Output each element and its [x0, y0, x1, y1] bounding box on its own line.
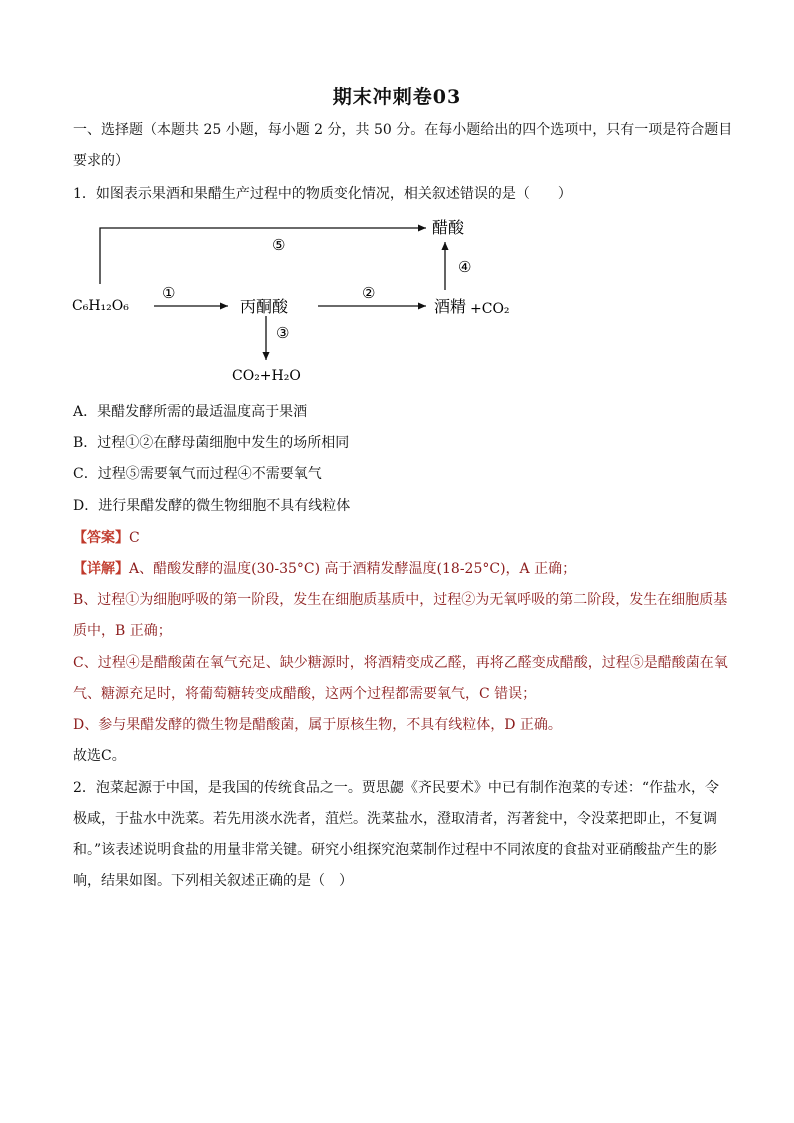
label-glucose: C₆H₁₂O₆	[72, 298, 129, 314]
answer-line	[73, 528, 733, 548]
detail-b-line1: B、过程①为细胞呼吸的第一阶段，发生在细胞质基质中，过程②为无氧呼吸的第二阶段，发生在细胞质基	[73, 592, 728, 608]
answer-label: 【答案】	[73, 530, 129, 546]
question-1-stem: 1．如图表示果酒和果醋生产过程中的物质变化情况，相关叙述错误的是（ ）	[73, 186, 572, 202]
metabolic-pathway-diagram	[70, 212, 530, 390]
detail-d: D、参与果醋发酵的微生物是醋酸菌，属于原核生物，不具有线粒体，D 正确。	[73, 717, 562, 733]
detail-a: A、醋酸发酵的温度(30-35°C) 高于酒精发酵温度(18-25°C)，A 正确；	[129, 561, 577, 577]
detail-label: 【详解】	[73, 561, 129, 577]
question-2-line1: 2．泡菜起源于中国，是我国的传统食品之一。贾思勰《齐民要术》中已有制作泡菜的专述：“作盐水，令	[73, 780, 720, 796]
label-step-1: ①	[162, 284, 176, 302]
label-step-3: ③	[276, 324, 290, 342]
label-step-4: ④	[458, 258, 472, 276]
detail-c-line1: C、过程④是醋酸菌在氧气充足、缺少糖源时，将酒精变成乙醛，再将乙醛变成醋酸，过程⑤是醋酸菌在氧	[73, 655, 728, 671]
detail-line-a	[73, 559, 733, 579]
option-c: C．过程⑤需要氧气而过程④不需要氧气	[73, 466, 322, 482]
label-ethanol: 酒精	[434, 297, 467, 316]
detail-b-line2: 质中，B 正确；	[73, 623, 172, 639]
question-2-line3: 和。”该表述说明食盐的用量非常关键。研究小组探究泡菜制作过程中不同浓度的食盐对亚硝酸盐产生的影	[73, 842, 718, 858]
answer-value: C	[129, 530, 140, 546]
page-title: 期末冲刺卷03	[332, 86, 462, 108]
label-plus-co2: +CO₂	[470, 301, 510, 317]
label-step-5: ⑤	[272, 236, 286, 254]
label-step-2: ②	[362, 284, 376, 302]
arrow-step-5	[100, 228, 426, 284]
question-2-line2: 极咸，于盐水中洗菜。若先用淡水洗者，菹烂。洗菜盐水，澄取清者，泻著瓮中，令没菜把即止，不复调	[73, 811, 717, 827]
question-2-line4: 响，结果如图。下列相关叙述正确的是（ ）	[73, 873, 353, 889]
detail-c-line2: 气、糖源充足时，将葡萄糖转变成醋酸，这两个过程都需要氧气，C 错误；	[73, 686, 537, 702]
label-co2-h2o: CO₂+H₂O	[232, 368, 301, 384]
option-d: D．进行果醋发酵的微生物细胞不具有线粒体	[73, 498, 351, 514]
section-instructions-cont: 要求的）	[73, 153, 129, 169]
option-b: B．过程①②在酵母菌细胞中发生的场所相同	[73, 435, 350, 451]
label-pyruvate: 丙酮酸	[240, 297, 289, 316]
label-acetic-acid: 醋酸	[432, 218, 465, 237]
option-a: A．果醋发酵所需的最适温度高于果酒	[73, 404, 308, 420]
conclusion: 故选C。	[73, 748, 126, 764]
section-instructions: 一、选择题（本题共 25 小题，每小题 2 分，共 50 分。在每小题给出的四个选项中，只有一项是符合题目	[73, 122, 733, 138]
